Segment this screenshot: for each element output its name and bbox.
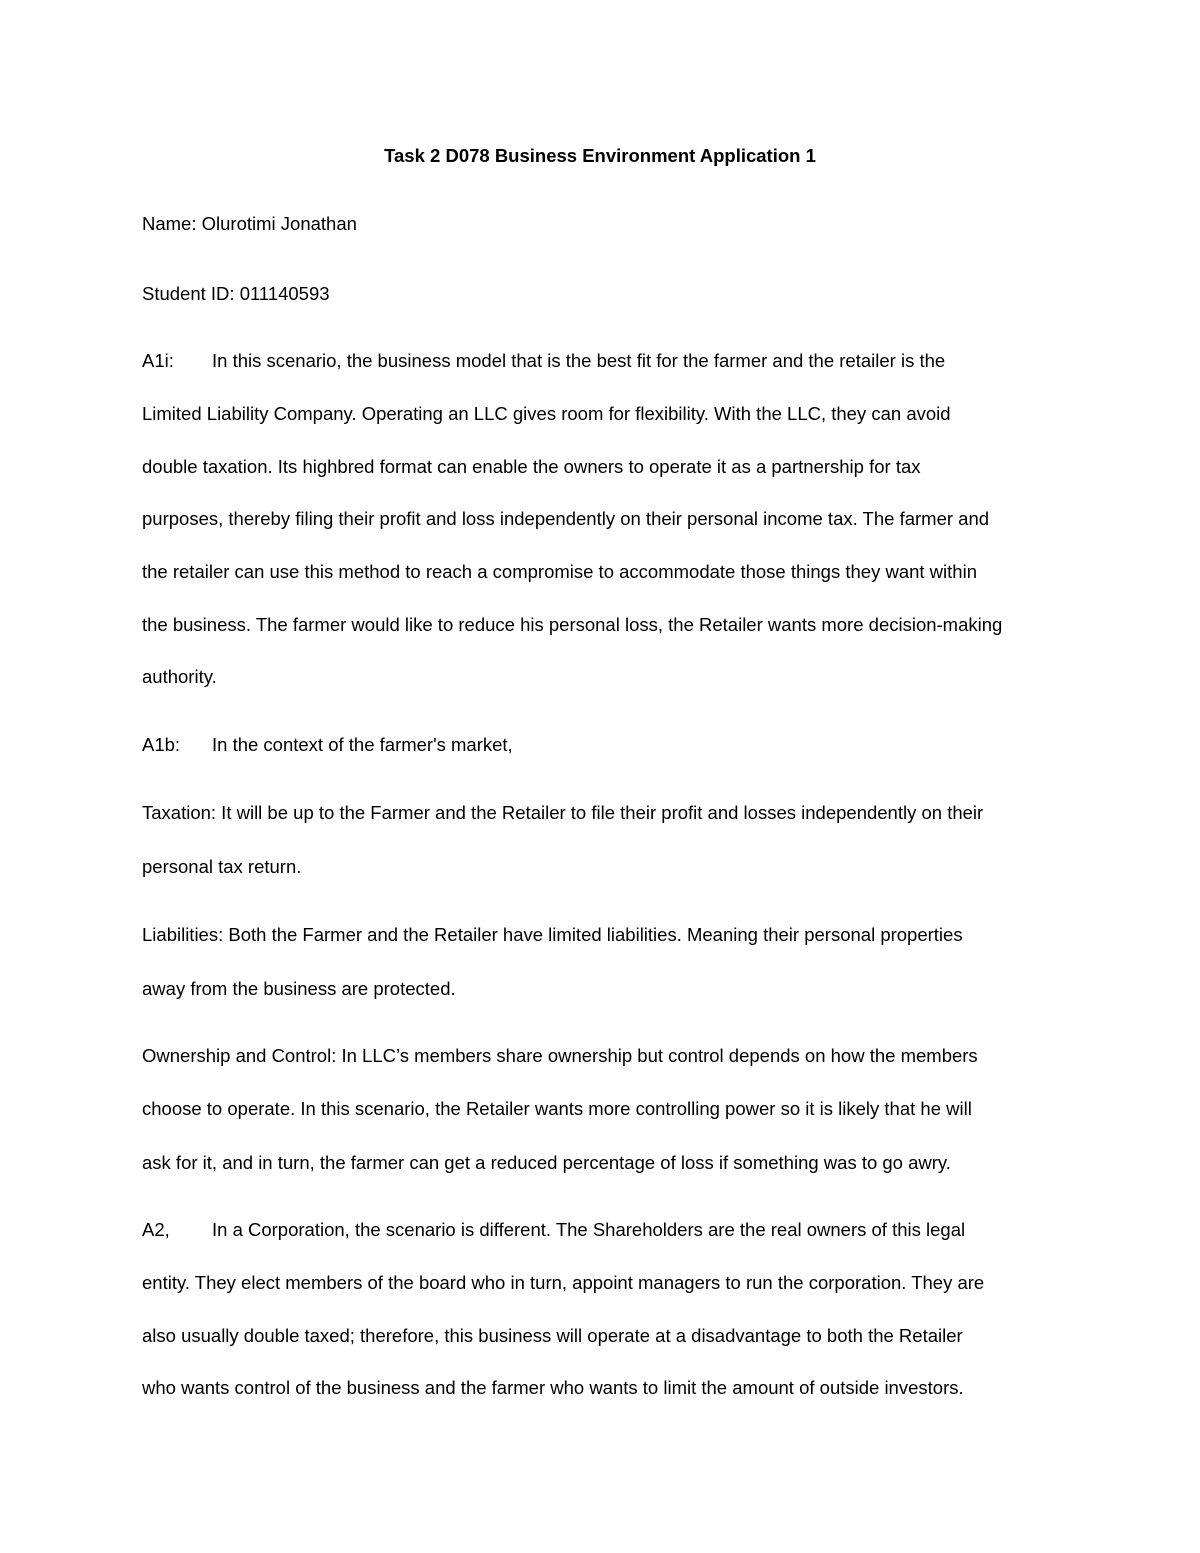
a2-label: A2, [142,1219,170,1240]
ownership-line: ask for it, and in turn, the farmer can get a reduced percentage of loss if something was to go awry. [142,1152,951,1173]
paragraph-line: the retailer can use this method to reach a compromise to accommodate those things they want within [142,561,977,582]
paragraph-line: who wants control of the business and the farmer who wants to limit the amount of outside investors. [142,1377,964,1398]
paragraph-line: authority. [142,666,217,687]
paragraph-line: In the context of the farmer's market, [212,734,513,755]
paragraph-line: entity. They elect members of the board who in turn, appoint managers to run the corporation. They are [142,1272,985,1293]
liabilities-line: away from the business are protected. [142,978,456,999]
a2-first-line [142,1218,965,1242]
liabilities-line: Liabilities: Both the Farmer and the Retailer have limited liabilities. Meaning their personal properties [142,924,963,945]
a1i-label: A1i: [142,350,174,371]
student-name-line: Name: Olurotimi Jonathan [142,213,357,234]
a1i-first-line [142,349,945,373]
ownership-line: Ownership and Control: In LLC’s members share ownership but control depends on how the members [142,1045,978,1066]
paragraph-line: In this scenario, the business model that is the best fit for the farmer and the retailer is the [212,350,946,371]
paragraph-line: the business. The farmer would like to reduce his personal loss, the Retailer wants more decision-making [142,614,1003,635]
paragraph-line: Limited Liability Company. Operating an LLC gives room for flexibility. With the LLC, they can avoid [142,403,951,424]
taxation-line: Taxation: It will be up to the Farmer and the Retailer to file their profit and losses independently on their [142,802,984,823]
paragraph-line: double taxation. Its highbred format can enable the owners to operate it as a partnership for tax [142,456,921,477]
a1b-first-line [142,733,513,757]
ownership-line: choose to operate. In this scenario, the Retailer wants more controlling power so it is likely that he will [142,1098,972,1119]
taxation-line: personal tax return. [142,856,302,877]
paragraph-line: In a Corporation, the scenario is different. The Shareholders are the real owners of this legal [212,1219,966,1240]
document-title: Task 2 D078 Business Environment Application 1 [384,145,816,166]
student-id-line: Student ID: 011140593 [142,283,330,304]
a1b-label: A1b: [142,734,181,755]
paragraph-line: also usually double taxed; therefore, this business will operate at a disadvantage to both the Retailer [142,1325,963,1346]
paragraph-line: purposes, thereby filing their profit and loss independently on their personal income tax. The farmer and [142,508,990,529]
